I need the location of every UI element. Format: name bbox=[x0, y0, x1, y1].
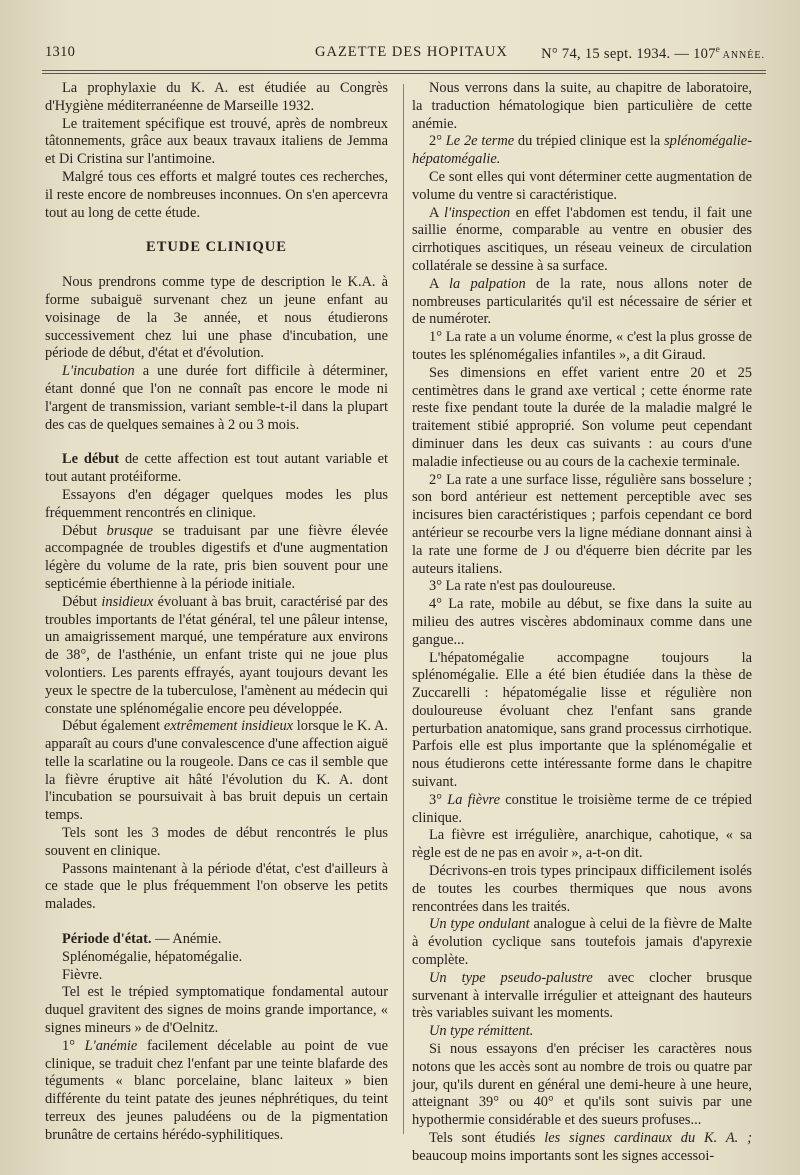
paragraph bbox=[45, 931, 388, 949]
paragraph: Essayons d'en dégager quelques modes les plus fréquemment rencontrés en clinique. bbox=[45, 486, 388, 521]
page-header bbox=[45, 44, 765, 64]
paragraph: Décrivons-en trois types principaux difficilement isolés de toutes les courbes thermiques que nous avons rencontrées dans les traités. bbox=[412, 863, 752, 915]
emphasis: l'inspection bbox=[444, 204, 511, 221]
paragraph bbox=[45, 363, 388, 434]
section-heading: ETUDE CLINIQUE bbox=[146, 239, 287, 256]
paragraph-text: — Anémie. bbox=[151, 931, 222, 948]
paragraph: Si nous essayons d'en préciser les caractères nous notons que les accès sont au nombre de trois ou quatre par jour, qu'ils durent en général une demi-heure à une heure, atteignant 39° ou 40° et qu'ils sont suivis par une hypothermie considérable et des sueurs profuses... bbox=[412, 1041, 752, 1129]
emphasis: extrêmement insidieux bbox=[163, 718, 294, 735]
emphasis: L'anémie bbox=[84, 1037, 138, 1054]
paragraph-text: Début bbox=[62, 593, 102, 610]
paragraph: Malgré tous ces efforts et malgré toutes ces recherches, il reste encore de nombreuses inconnues. On s'en apercevra tout au long de cette étude. bbox=[45, 168, 388, 221]
issue-date-text: N° 74, 15 sept. 1934. — 107 bbox=[541, 45, 716, 62]
paragraph: Tels sont les 3 modes de début rencontrés le plus souvent en clinique. bbox=[45, 825, 388, 859]
paragraph-text: 3° bbox=[429, 791, 448, 808]
right-column bbox=[412, 80, 752, 1166]
paragraph-text: avec clocher brusque survenant à intervalle irrégulier et atteignant des hauteurs très variables suivant les moments. bbox=[412, 969, 752, 1022]
paragraph-text: A bbox=[429, 204, 445, 221]
paragraph-text: 2° bbox=[429, 133, 446, 150]
emphasis: La fièvre bbox=[447, 791, 500, 808]
paragraph bbox=[412, 1023, 752, 1041]
bold-label: Le début bbox=[62, 451, 120, 468]
paragraph-text: Début également bbox=[62, 718, 164, 735]
paragraph-text: beaucoup moins importants sont les signes accessoi- bbox=[412, 1147, 715, 1164]
paragraph-text: constitue le troisième terme de ce trépied clinique. bbox=[412, 791, 752, 826]
paragraph-text: A bbox=[429, 275, 449, 292]
annee-label: ANNÉE. bbox=[722, 49, 765, 61]
paragraph bbox=[412, 916, 752, 969]
paragraph bbox=[45, 1038, 388, 1145]
paragraph-text: Début bbox=[62, 522, 107, 539]
paragraph bbox=[412, 1130, 752, 1166]
emphasis: la palpation bbox=[448, 275, 526, 292]
emphasis: Le 2e terme bbox=[445, 133, 515, 150]
paragraph bbox=[412, 970, 752, 1023]
paragraph: Ses dimensions en effet varient entre 20 et 25 centimètres dans le grand axe vertical ; cette énorme rate reste fixe pendant toute la durée de la maladie malgré le traitement stibié approprié. Son volume peut cependant diminuer dans les deux cas suivants : au cours d'une maladie infectieuse ou au cours de la cachexie terminale. bbox=[412, 364, 752, 470]
emphasis: L'incubation bbox=[62, 363, 135, 380]
paragraph bbox=[45, 451, 388, 487]
emphasis: insidieux bbox=[101, 593, 154, 610]
paragraph-text: 1° bbox=[62, 1037, 85, 1054]
paragraph: 3° La rate n'est pas douloureuse. bbox=[429, 578, 616, 595]
paragraph: 4° La rate, mobile au début, se fixe dans la suite au milieu des autres viscères abdominaux comme dans une gangue... bbox=[412, 596, 752, 648]
paragraph bbox=[412, 276, 752, 329]
paragraph: Nous prendrons comme type de description le K.A. à forme subaiguë survenant chez un jeune enfant au voisinage de la 3e année, et nous étudierons successivement chez lui une phase d'incubation, une période de début, d'état et d'évolution. bbox=[45, 274, 388, 362]
journal-title: GAZETTE DES HOPITAUX bbox=[315, 44, 508, 60]
paragraph: Tel est le trépied symptomatique fondamental autour duquel gravitent des signes de moins grande importance, « signes mineurs » de d'Oelnitz. bbox=[45, 984, 388, 1037]
emphasis: splénomégalie-hépatomégalie. bbox=[412, 133, 752, 168]
column-divider bbox=[403, 84, 404, 1134]
paragraph: 1° La rate a un volume énorme, « c'est la plus grosse de toutes les splénomégalies infantiles », a dit Giraud. bbox=[412, 329, 752, 363]
emphasis: Un type ondulant bbox=[429, 916, 530, 933]
paragraph bbox=[412, 792, 752, 828]
paragraph: Nous verrons dans la suite, au chapitre de laboratoire, la traduction hématologique bien particulière de cette anémie. bbox=[412, 80, 752, 132]
paragraph: Ce sont elles qui vont déterminer cette augmentation de volume du ventre si caractéristique. bbox=[412, 168, 752, 203]
paragraph-text: du trépied clinique est la bbox=[514, 133, 665, 150]
left-column bbox=[45, 80, 388, 1145]
year-suffix: e bbox=[715, 44, 723, 54]
paragraph-text: facilement décelable au point de vue clinique, se traduit chez l'enfant par une teinte blafarde des téguments « blanc porcelaine, blanc laiteux » bien différente du teint patate des jeunes néphrétiques, du teint terreux des jeunes paludéens ou de la pigmentation brunâtre de certains hérédo-syphilitiques. bbox=[45, 1037, 388, 1143]
paragraph-text: a une durée fort difficile à déterminer, étant donné que l'on ne connaît pas encore le mode ni l'argent de transmission, variant semble-t-il dans la plupart des cas de quelques semaines à 2 ou 3 mois. bbox=[45, 363, 388, 433]
paragraph-text: en effet l'abdomen est tendu, il fait une saillie énorme, comparable au ventre en obusier des cirrhotiques ascitiques, un réseau veineux de circulation collatérale se dessine à sa surface. bbox=[412, 204, 753, 274]
paragraph: 2° La rate a une surface lisse, régulière sans bosselure ; son bord antérieur est nettement perceptible avec ses incisures bien caractéristiques ; parfois cependant ce bord antérieur se recourbe vers la ligne médiane donnant ainsi à la rate une forme de J ou d'équerre bien décrite par les auteurs italiens. bbox=[412, 471, 752, 577]
paragraph-text: se traduisant par une fièvre élevée accompagnée de troubles digestifs et d'une augmentation légère du volume de la rate, pris bien souvent pour une septicémie éberthienne à la période initiale. bbox=[45, 522, 388, 592]
header-rule-top bbox=[42, 70, 766, 71]
paragraph bbox=[412, 133, 752, 169]
emphasis: les signes cardinaux du K. A. ; bbox=[544, 1130, 752, 1147]
paragraph bbox=[412, 205, 752, 276]
emphasis: Un type pseudo-palustre bbox=[429, 969, 593, 986]
paragraph-text: de cette affection est tout autant variable et tout autant protéiforme. bbox=[45, 451, 388, 486]
bold-label: Période d'état. bbox=[62, 931, 152, 948]
header-rule-bottom bbox=[42, 73, 766, 74]
issue-date bbox=[541, 44, 765, 63]
paragraph bbox=[45, 523, 388, 594]
paragraph: L'hépatomégalie accompagne toujours la splénomégalie. Elle a été bien étudiée dans la thèse de Zuccarelli : hépatomégalie lisse et régulière non douloureuse évoluant chez l'enfant sans grande perturbation anatomique, sans grand processus cirrhotique. Parfois elle est plus importante que la splénomégalie et nous étudierons cette intéressante forme dans le chapitre suivant. bbox=[412, 649, 752, 791]
paragraph-text: évoluant à bas bruit, caractérisé par des troubles importants de l'état général, tel une pâleur intense, un amaigrissement marqué, une température aux environs de 38°, de l'asthénie, un enfant triste qui ne joue plus volontiers. Les parents effrayés, ayant toujours devant les yeux le spectre de la tuberculose, l'amènent au médecin qui constate une splénomégalie encore peu développée. bbox=[45, 593, 388, 717]
paragraph: La prophylaxie du K. A. est étudiée au Congrès d'Hygiène méditerranéenne de Marseille 1932. bbox=[45, 80, 388, 114]
paragraph bbox=[45, 594, 388, 719]
page-number: 1310 bbox=[45, 44, 76, 60]
paragraph-text: de la rate, nous allons noter de nombreuses particularités qu'il est nécessaire de sérier et de numéroter. bbox=[412, 275, 752, 328]
paragraph-text: lorsque le K. A. apparaît au cours d'une convalescence d'une affection aiguë telle la scarlatine ou la rougeole. Dans ce cas il semble que la fièvre éruptive ait hâté l'évolution du K. A. dont l'incubation se poursuivait à bas bruit depuis un certain temps. bbox=[45, 718, 388, 824]
paragraph: La fièvre est irrégulière, anarchique, cahotique, « sa règle est de ne pas en avoir », a-t-on dit. bbox=[412, 827, 752, 862]
paragraph: Fièvre. bbox=[62, 966, 103, 983]
paragraph bbox=[45, 718, 388, 825]
paragraph-text: analogue à celui de la fièvre de Malte à évolution cyclique sans toutefois jamais d'apyrexie complète. bbox=[412, 916, 753, 969]
paragraph-text: Tels sont étudiés bbox=[429, 1130, 545, 1147]
emphasis: brusque bbox=[106, 522, 154, 539]
emphasis: Un type rémittent. bbox=[429, 1023, 534, 1040]
paragraph: Passons maintenant à la période d'état, c'est d'ailleurs à ce stade que le plus fréquemment l'on observe les petits malades. bbox=[45, 860, 388, 913]
paragraph: Le traitement spécifique est trouvé, après de nombreux tâtonnements, grâce aux beaux travaux italiens de Jemma et Di Cristina sur l'antimoine. bbox=[45, 115, 388, 168]
paragraph: Splénomégalie, hépatomégalie. bbox=[62, 948, 243, 965]
